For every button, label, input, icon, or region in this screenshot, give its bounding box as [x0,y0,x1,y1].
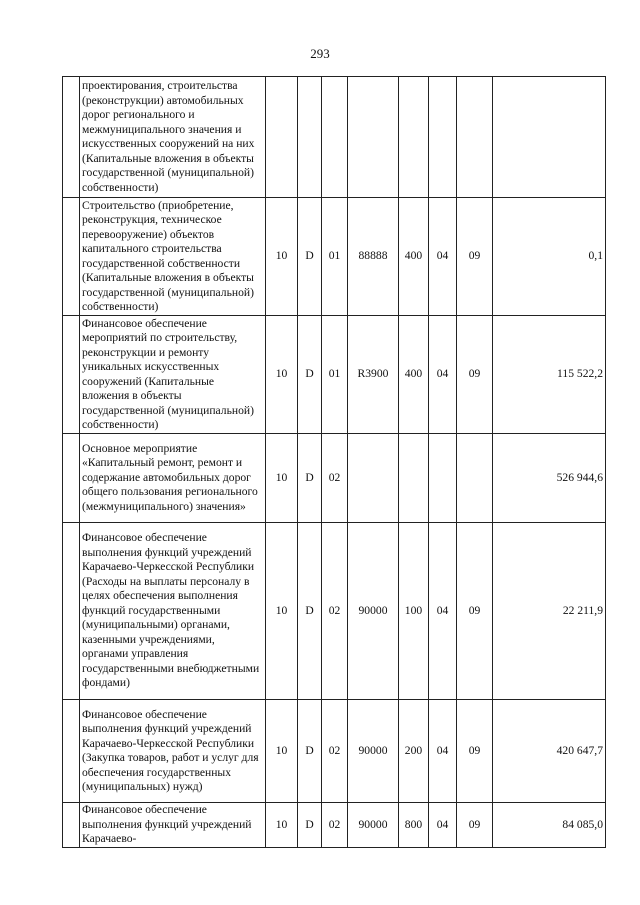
code-cell: R3900 [348,316,399,434]
description-cell [80,316,266,434]
code-cell: 04 [429,523,457,700]
code-cell [266,77,298,198]
code-cell: 100 [399,523,429,700]
code-cell [429,434,457,523]
code-cell [457,77,493,198]
description-cell [80,523,266,700]
code-cell: D [298,198,322,316]
code-cell: 400 [399,316,429,434]
code-cell [399,77,429,198]
code-cell: 01 [322,316,348,434]
description-text: Строительство (приобретение, реконструкция, техническое перевооружение) объектов капитального строительства государственной собственности (Капитальные вложения в объекты государственной (муниципальной) собственности) [82,198,254,313]
code-cell: D [298,700,322,803]
code-cell: D [298,316,322,434]
code-cell: 10 [266,434,298,523]
amount-cell: 420 647,7 [493,700,606,803]
code-cell: D [298,523,322,700]
code-cell [348,434,399,523]
code-cell: 02 [322,700,348,803]
code-cell: 02 [322,803,348,848]
amount-cell: 22 211,9 [493,523,606,700]
code-cell: 04 [429,198,457,316]
description-text: Финансовое обеспечение выполнения функций учреждений Карачаево-Черкесской Республики (Закупка товаров, работ и услуг для обеспечения государственных (муниципальных) нужд) [82,707,259,793]
table-row [63,434,606,523]
table-row [63,523,606,700]
row-marker-cell [63,434,80,523]
table-row [63,700,606,803]
code-cell [429,77,457,198]
code-cell: 90000 [348,803,399,848]
code-cell [298,77,322,198]
description-cell [80,434,266,523]
amount-cell: 526 944,6 [493,434,606,523]
code-cell: 02 [322,523,348,700]
code-cell: 90000 [348,523,399,700]
table-row [63,803,606,848]
code-cell: 09 [457,700,493,803]
code-cell: 09 [457,523,493,700]
row-marker-cell [63,316,80,434]
code-cell: 10 [266,198,298,316]
row-marker-cell [63,198,80,316]
code-cell: 10 [266,316,298,434]
table-row [63,316,606,434]
amount-cell [493,77,606,198]
code-cell: 09 [457,198,493,316]
description-text: Финансовое обеспечение мероприятий по строительству, реконструкции и ремонту уникальных искусственных сооружений (Капитальные вложения в объекты государственной (муниципальной) собственности) [82,316,254,431]
code-cell: 02 [322,434,348,523]
code-cell: 88888 [348,198,399,316]
code-cell: 10 [266,523,298,700]
code-cell: 400 [399,198,429,316]
amount-cell: 0,1 [493,198,606,316]
code-cell [348,77,399,198]
description-cell [80,77,266,198]
code-cell: 90000 [348,700,399,803]
row-marker-cell [63,700,80,803]
description-cell [80,803,266,848]
description-text: Финансовое обеспечение выполнения функций учреждений Карачаево-Черкесской Республики (Расходы на выплаты персоналу в целях обеспечения выполнения функций государственными (муниципальными) органами, казенными учреждениями, органами управления государственными внебюджетными фондами) [82,531,260,690]
code-cell: 09 [457,803,493,848]
row-marker-cell [63,77,80,198]
description-cell [80,198,266,316]
description-cell [80,700,266,803]
description-text: Финансовое обеспечение выполнения функций учреждений Карачаево- [82,803,252,845]
table-row [63,77,606,198]
code-cell [457,434,493,523]
code-cell: 01 [322,198,348,316]
amount-cell: 115 522,2 [493,316,606,434]
page-number: 293 [310,46,330,61]
table-row [63,198,606,316]
budget-table [62,76,606,848]
code-cell: 10 [266,803,298,848]
row-marker-cell [63,523,80,700]
code-cell: D [298,803,322,848]
code-cell [399,434,429,523]
code-cell: 09 [457,316,493,434]
code-cell: 04 [429,803,457,848]
amount-cell: 84 085,0 [493,803,606,848]
row-marker-cell [63,803,80,848]
code-cell: 04 [429,700,457,803]
code-cell: 200 [399,700,429,803]
code-cell: 800 [399,803,429,848]
code-cell: D [298,434,322,523]
description-text: проектирования, строительства (реконструкции) автомобильных дорог регионального и межмуниципального значения и искусственных сооружений на них (Капитальные вложения в объекты государственной (муниципальной) собственности) [82,79,255,194]
code-cell: 04 [429,316,457,434]
code-cell: 10 [266,700,298,803]
description-text: Основное мероприятие «Капитальный ремонт, ремонт и содержание автомобильных дорог общего пользования регионального (межмуниципального) значения» [82,441,258,513]
code-cell [322,77,348,198]
